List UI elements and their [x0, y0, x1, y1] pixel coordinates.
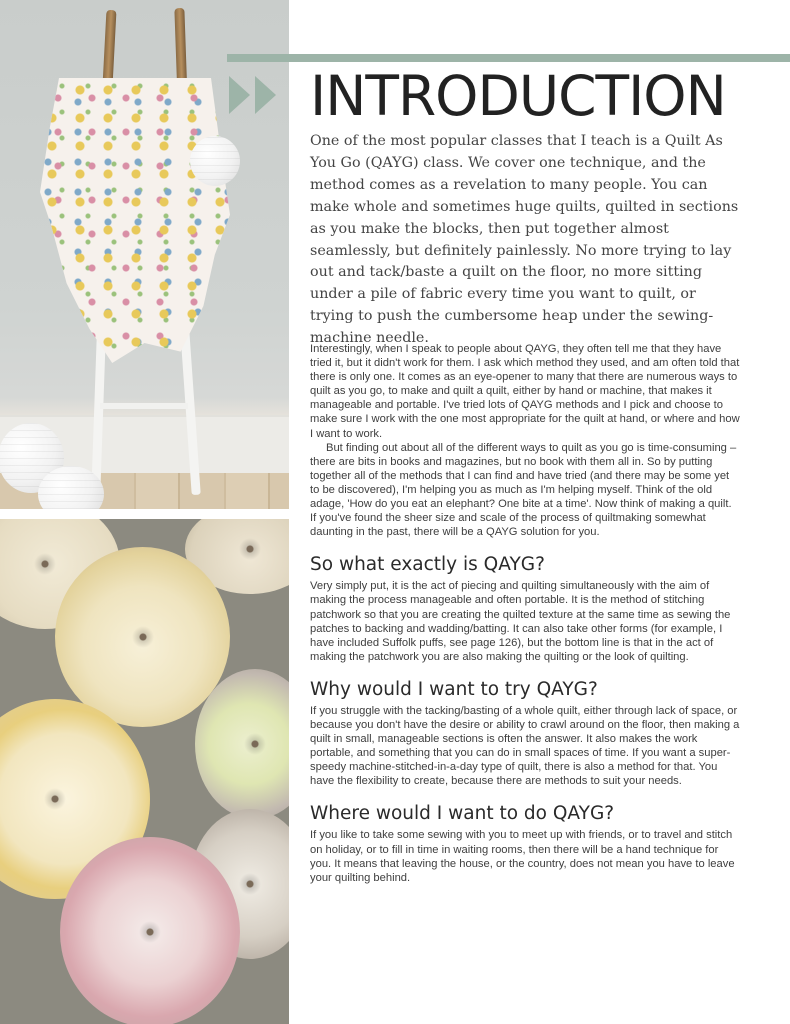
double-chevron-right-icon — [229, 76, 279, 114]
paper-honeycomb-ball — [190, 136, 240, 186]
body-paragraph: But finding out about all of the different ways to quilt as you go is time-consuming – there are bits in books and magazines, but no book with them all in. So by putting together all of the methods that I can find and have tried (and there may be some yet to be discovered), I'm helping you as much as I'm helping myself. Think of the old adage, 'How do you eat an elephant? One bite at a time'. Now think of making a quilt. If you've found the sheer size and scale of the process of quiltmaking somewhat daunting in the past, there will be a QAYG solution for you. — [310, 441, 737, 539]
photo-suffolk-puffs — [0, 519, 289, 1024]
suffolk-puff — [60, 837, 240, 1024]
section-heading-why-qayg: Why would I want to try QAYG? — [310, 678, 598, 700]
section-heading-where-qayg: Where would I want to do QAYG? — [310, 803, 615, 825]
section-text-what-is-qayg: Very simply put, it is the act of piecing and quilting simultaneously with the aim of making the process manageable and often portable. It is the method of stitching patchwork so that you are creating the quilted texture at the same time as sewing the patches to backing and wadding/batting. It can also take other forms (for example, I have included Suffolk puffs, see page 126), but the bottom line is that in the act of making the patchwork you are also making the quilting or the look of quilting. — [310, 580, 731, 663]
section-heading-what-is-qayg: So what exactly is QAYG? — [310, 554, 545, 576]
ladder-rung — [100, 403, 188, 409]
section-text-where-qayg: If you like to take some sewing with you to meet up with friends, or to travel and stitch on holiday, or to fill in time in waiting rooms, then there will be a hand technique for you. It means that leaving the house, or the country, does not mean you have to leave your quilting behind. — [310, 829, 735, 884]
body-text — [310, 342, 740, 885]
body-paragraph: Interestingly, when I speak to people about QAYG, they often tell me that they have tried it, but it didn't work for them. I ask which method they used, and am often told that there is only one. It comes as an eye-opener to many that there are numerous ways to quilt as you go, to make and quilt a quilt, either by hand or machine, that makes it manageable and portable. I've tried lots of QAYG methods and I pick and choose to make sure I work with the one most appropriate for the quilt at hand, or where and how I want to work. — [310, 343, 740, 440]
hexagon-quilt — [40, 78, 230, 363]
suffolk-puff — [55, 547, 230, 727]
section-text-why-qayg: If you struggle with the tacking/basting of a whole quilt, either through lack of space, or because you don't have the desire or ability to crawl around on the floor, then making a quilt in small, manageable sections is often the answer. It also makes the work portable, and something that you can do in small spaces of time. If you want a super-speedy machine-stitched-in-a-day type of quilt, there is also a method for that. You have the flexibility to create, because there are methods to suit your needs. — [310, 704, 740, 788]
page-title: INTRODUCTION — [310, 64, 726, 128]
header-accent-bar — [227, 54, 790, 62]
intro-paragraph: One of the most popular classes that I teach is a Quilt As You Go (QAYG) class. We cover one technique, and the method comes as a revelation to many people. You can make whole and sometimes huge quilts, quilted in sections as you make the blocks, then put together almost seamlessly, but definitely painlessly. No more trying to lay out and tack/baste a quilt on the floor, no more sitting under a pile of fabric every time you want to quilt, or trying to push the cumbersome heap under the sewing-machine needle. — [310, 133, 739, 347]
